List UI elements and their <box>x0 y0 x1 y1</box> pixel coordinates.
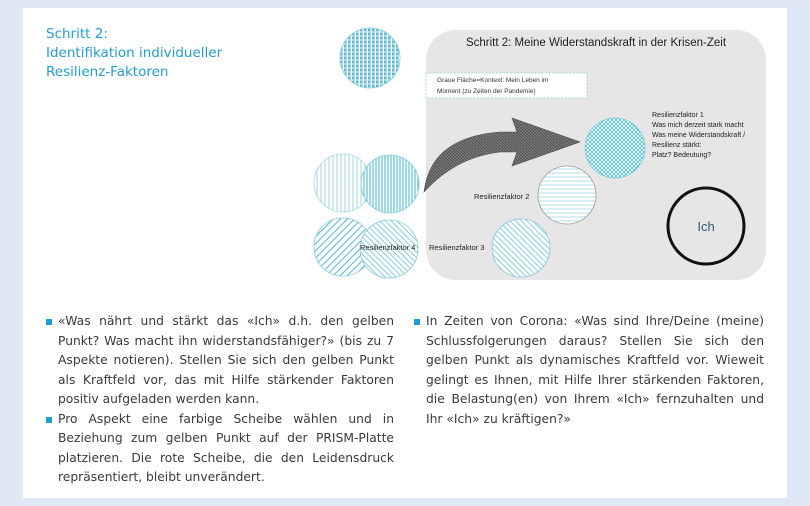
disc-factor-3 <box>492 219 550 277</box>
factor-4-label: Resilienzfaktor 4 <box>360 243 416 252</box>
disc-cluster-top-right <box>361 155 419 213</box>
bullets-right <box>414 312 764 429</box>
bullets-left <box>46 312 394 488</box>
disc-factor-2 <box>538 166 596 224</box>
bullet-right-1: In Zeiten von Corona: «Was sind Ihre/Deine (meine) Schlussfolgerungen daraus? Stellen Sie sich den gelben Punkt als dynamisches Kraftfeld vor. Wieweit gelingt es Ihnen, mit Hilfe Ihrer stärkenden Faktoren, die Belastung(en) von Ihrem «Ich» fernzuhalten und Ihr «Ich» zu kräftigen?» <box>414 312 764 429</box>
disc-loose <box>340 28 400 88</box>
bullet-left-2: Pro Aspekt eine farbige Scheibe wählen und in Beziehung zum gelben Punkt auf der PRISM-Platte platzieren. Die rote Scheibe, die den Leidensdruck repräsentiert, bleibt unverändert. <box>46 410 394 488</box>
step-heading-line3: Resilienz-Faktoren <box>46 64 169 80</box>
bullet-left-1: «Was nährt und stärkt das «Ich» d.h. den gelben Punkt? Was macht ihn widerstandsfähiger?» (bis zu 7 Aspekte notieren). Stellen Sie sich den gelben Punkt als Kraftfeld vor, das mit Hilfe stärkender Faktoren positiv aufgeladen werden kann. <box>46 312 394 410</box>
context-label-line2: Moment (zu Zeiten der Pandemie) <box>437 88 536 95</box>
disc-factor-1 <box>585 118 645 178</box>
context-label-line1: Graue Fläche=Kontext: Mein Leben im <box>437 77 549 84</box>
factor-3-label: Resilienzfaktor 3 <box>429 243 485 252</box>
factor-2-label: Resilienzfaktor 2 <box>474 192 530 201</box>
step-heading-line2: Identifikation individueller <box>46 45 223 61</box>
ich-label: Ich <box>697 219 715 234</box>
diagram-title: Schritt 2: Meine Widerstandskraft in der Krisen-Zeit <box>465 37 727 49</box>
step-heading-line1: Schritt 2: <box>46 26 108 42</box>
factor-1-label: Resilienzfaktor 1 Was mich derzeit stark macht Was meine Widerstandskraft / Resilienz stärkt: Platz? Bedeutung? <box>652 112 746 159</box>
